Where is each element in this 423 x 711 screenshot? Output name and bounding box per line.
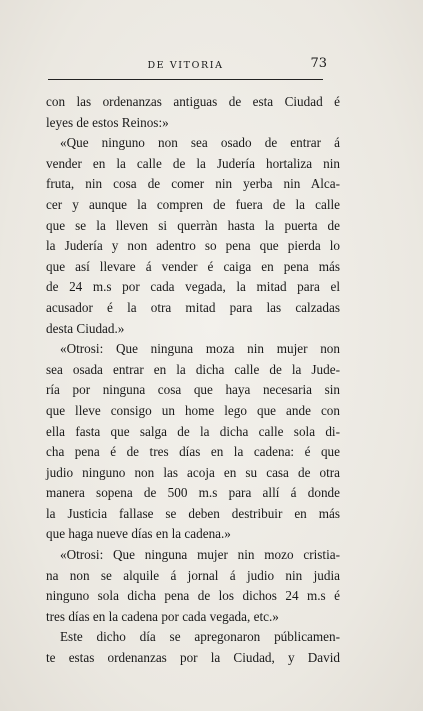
text-line: «Otrosi: Que ninguna moza nin mujer non	[60, 341, 340, 357]
text-line: leyes de estos Reinos:»	[46, 114, 169, 130]
text-line: acusador é la otra mitad para las calzadas	[46, 299, 340, 315]
text-line: que se la lleven si querràn hasta la puerta de	[46, 217, 340, 233]
page-number: 73	[310, 56, 327, 71]
text-line: «Otrosi: Que ninguna mujer nin mozo cristia-	[60, 547, 340, 563]
text-line: manera sopena de 500 m.s para allí á donde	[46, 485, 340, 501]
page-header	[48, 56, 327, 74]
text-line: tres días en la cadena por cada vegada, etc.»	[46, 608, 279, 624]
text-line: la Judería y non adentro so pena que pierda lo	[46, 238, 340, 254]
body-text	[46, 92, 340, 669]
text-line: fruta, nin cosa de comer nin yerba nin Alca-	[46, 176, 340, 192]
text-line: desta Ciudad.»	[46, 320, 125, 336]
text-line: con las ordenanzas antiguas de esta Ciudad é	[46, 94, 340, 109]
running-head: DE VITORIA	[147, 60, 224, 71]
text-line: ría por ninguna cosa que haya necesaria sin	[46, 382, 340, 398]
text-line: sea osada entrar en la dicha calle de la Jude-	[46, 361, 340, 377]
text-line: judio ninguno non las acoja en su casa de otra	[46, 464, 340, 480]
text-line: que lleve consigo un home lego que ande con	[46, 402, 340, 418]
text-line: la Justicia fallase se deben destribuir en más	[46, 505, 340, 521]
text-line: de 24 m.s por cada vegada, la mitad para el	[46, 279, 340, 295]
header-rule	[48, 79, 323, 80]
text-line: ninguno sola dicha pena de los dichos 24 m.s é	[46, 588, 340, 604]
text-line: vender en la calle de la Judería hortaliza nin	[46, 155, 340, 171]
text-line: te estas ordenanzas por la Ciudad, y David	[46, 650, 340, 666]
text-line: que así llevare á vender é caiga en pena más	[46, 258, 340, 274]
text-line: cha pena é de tres días en la cadena: é que	[46, 444, 340, 460]
text-line: na non se alquile á jornal á judio nin judia	[46, 567, 340, 583]
text-line: cer y aunque la compren de fuera de la calle	[46, 196, 340, 212]
text-line: que haga nueve días en la cadena.»	[46, 526, 231, 542]
text-line: «Que ninguno non sea osado de entrar á	[60, 135, 340, 151]
text-line: Este dicho día se apregonaron públicamen-	[60, 629, 340, 645]
text-line: ella fasta que salga de la dicha calle sola di-	[46, 423, 340, 439]
